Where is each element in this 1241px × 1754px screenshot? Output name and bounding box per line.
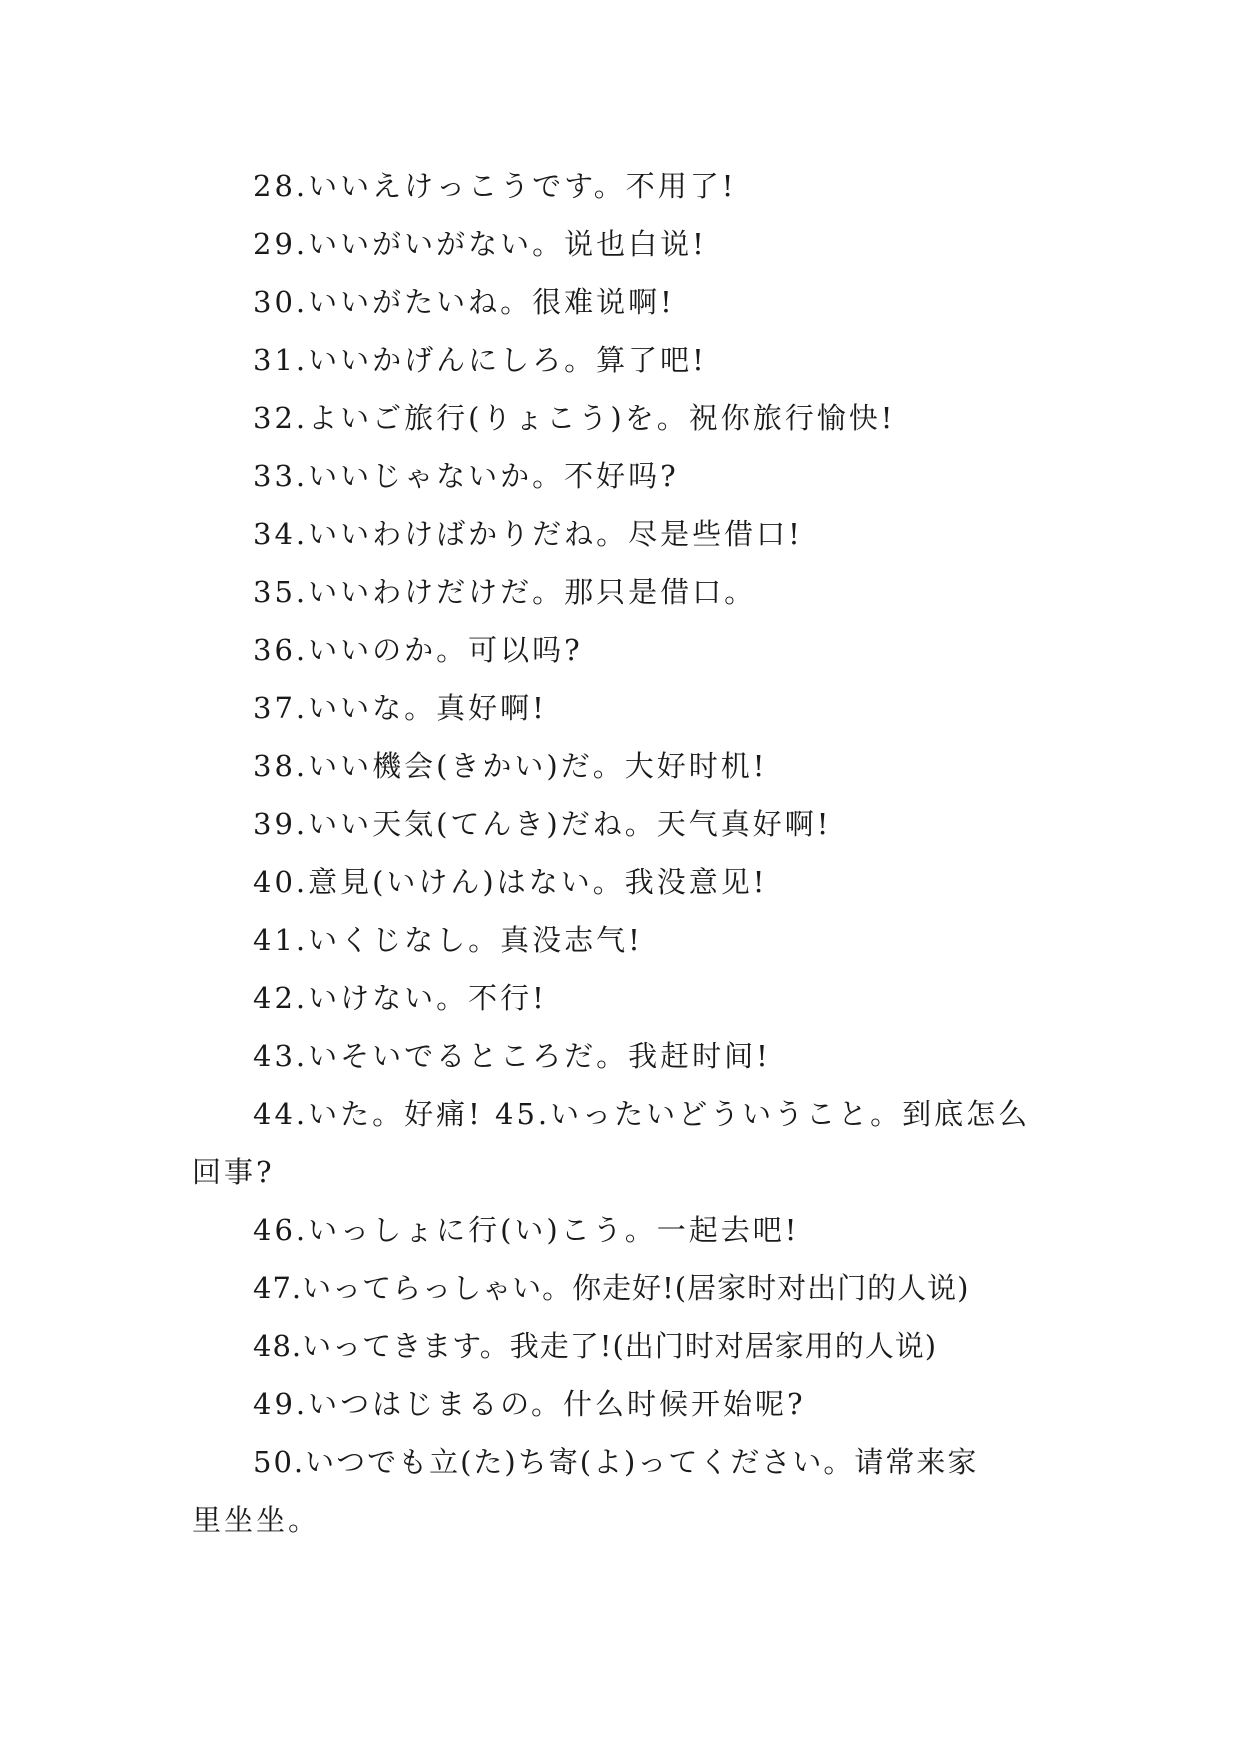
- phrase-line-29: 29.いいがいがない。说也白说!: [253, 227, 707, 261]
- phrase-line-47: 47.いってらっしゃい。你走好!(居家时对出门的人说): [253, 1271, 970, 1305]
- phrase-line-48: 48.いってきます。我走了!(出门时对居家用的人说): [253, 1329, 938, 1363]
- phrase-line-37: 37.いいな。真好啊!: [253, 691, 547, 725]
- phrase-line-50-continued: 里坐坐。: [192, 1503, 321, 1537]
- phrase-line-49: 49.いつはじまるの。什么时候开始呢?: [253, 1387, 806, 1421]
- phrase-line-31: 31.いいかげんにしろ。算了吧!: [253, 343, 707, 377]
- phrase-line-35: 35.いいわけだけだ。那只是借口。: [253, 575, 757, 609]
- phrase-line-46: 46.いっしょに行(い)こう。一起去吧!: [253, 1213, 800, 1247]
- phrase-line-50: 50.いつでも立(た)ち寄(よ)ってください。请常来家: [253, 1445, 979, 1479]
- phrase-line-33: 33.いいじゃないか。不好吗?: [253, 459, 679, 493]
- phrase-list: [192, 157, 1050, 1549]
- phrase-line-40: 40.意見(いけん)はない。我没意见!: [253, 865, 768, 899]
- phrase-line-45-continued: 回事?: [192, 1155, 275, 1189]
- phrase-line-32: 32.よいご旅行(りょこう)を。祝你旅行愉快!: [253, 401, 896, 435]
- phrase-line-44-45: 44.いた。好痛! 45.いったいどういうこと。到底怎么: [253, 1097, 1031, 1131]
- phrase-line-42: 42.いけない。不行!: [253, 981, 547, 1015]
- phrase-line-36: 36.いいのか。可以吗?: [253, 633, 583, 667]
- phrase-line-30: 30.いいがたいね。很难说啊!: [253, 285, 675, 319]
- phrase-line-28: 28.いいえけっこうです。不用了!: [253, 169, 737, 203]
- phrase-line-38: 38.いい機会(きかい)だ。大好时机!: [253, 749, 768, 783]
- phrase-line-39: 39.いい天気(てんき)だね。天气真好啊!: [253, 807, 832, 841]
- phrase-line-43: 43.いそいでるところだ。我赶时间!: [253, 1039, 771, 1073]
- phrase-line-34: 34.いいわけばかりだね。尽是些借口!: [253, 517, 803, 551]
- phrase-line-41: 41.いくじなし。真没志气!: [253, 923, 643, 957]
